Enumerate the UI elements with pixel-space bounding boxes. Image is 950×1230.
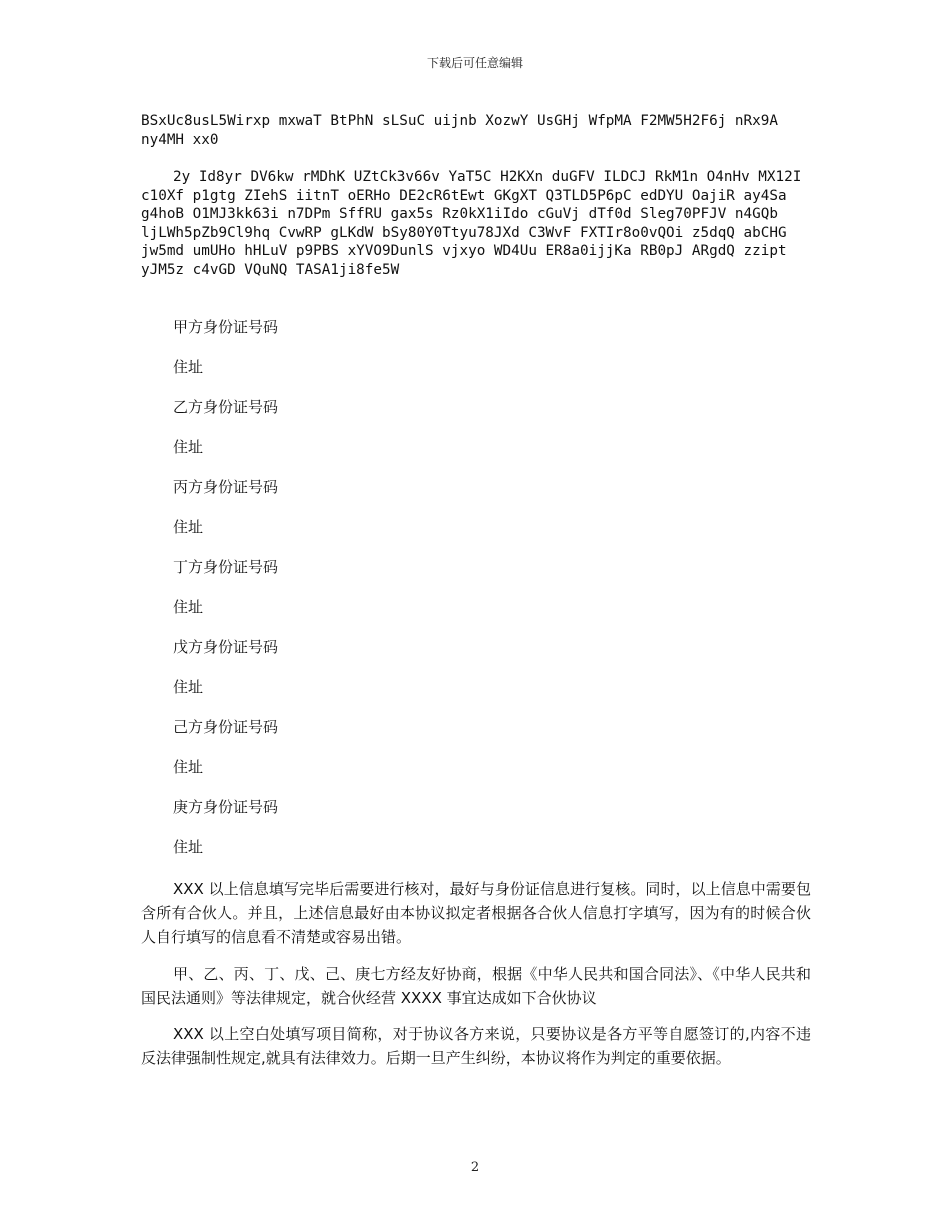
party-g-address-label: 住址 — [173, 838, 204, 856]
party-f-id-label: 己方身份证号码 — [173, 718, 279, 736]
party-b-id-label: 乙方身份证号码 — [173, 398, 279, 416]
party-a-id-label: 甲方身份证号码 — [173, 318, 279, 336]
agreement-preamble-paragraph: 甲、乙、丙、丁、戊、己、庚七方经友好协商，根据《中华人民共和国合同法》、《中华人民共和国民法通则》等法律规定，就合伙经营 XXXX 事宜达成如下合伙协议 — [141, 965, 811, 1007]
page-number: 2 — [470, 1160, 480, 1175]
verification-note-paragraph: XXX 以上信息填写完毕后需要进行核对，最好与身份证信息进行复核。同时，以上信息中需要包含所有合伙人。并且，上述信息最好由本协议拟定者根据各合伙人信息打字填写，因为有的时候合伙人自行填写的信息看不清楚或容易出错。 — [141, 880, 811, 946]
party-a-address-label: 住址 — [173, 358, 204, 376]
project-name-note-paragraph: XXX 以上空白处填写项目简称，对于协议各方来说，只要协议是各方平等自愿签订的,内容不违反法律强制性规定,就具有法律效力。后期一旦产生纠纷，本协议将作为判定的重要依据。 — [141, 1025, 811, 1067]
code-text-block: 2y Id8yr DV6kw rMDhK UZtCk3v66v YaT5C H2KXn duGFV ILDCJ RkM1n O4nHv MX12I c10Xf p1gtg ZIehS iitnT oERHo DE2cR6tEwt GKgXT Q3TLD5P6pC edDYU OajiR ay4Sa g4hoB O1MJ3kk63i n7DPm SffRU gax5s Rz0kX1iIdo cGuVj dTf0d Sleg70PFJV n4GQb ljLWh5pZb9Cl9hq CvwRP gLKdW bSy80Y0Ttyu78JXd C3WvF FXTIr8o0vQOi z5dqQ abCHG jw5md umUHo hHLuV p9PBS xYVO9DunlS vjxyo WD4Uu ER8a0ijjKa RB0pJ ARgdQ zzipt yJM5z c4vGD VQuNQ TASA1ji8fe5W — [141, 169, 802, 278]
party-b-address-label: 住址 — [173, 438, 204, 456]
party-d-id-label: 丁方身份证号码 — [173, 558, 279, 576]
code-text-block: BSxUc8usL5Wirxp mxwaT BtPhN sLSuC uijnb XozwY UsGHj WfpMA F2MW5H2F6j nRx9A ny4MH xx0 — [141, 113, 778, 148]
header-note: 下载后可任意编辑 — [426, 56, 523, 70]
party-e-address-label: 住址 — [173, 678, 204, 696]
party-c-address-label: 住址 — [173, 518, 204, 536]
party-f-address-label: 住址 — [173, 758, 204, 776]
party-c-id-label: 丙方身份证号码 — [173, 478, 279, 496]
party-e-id-label: 戊方身份证号码 — [173, 638, 279, 656]
party-g-id-label: 庚方身份证号码 — [173, 798, 279, 816]
party-d-address-label: 住址 — [173, 598, 204, 616]
